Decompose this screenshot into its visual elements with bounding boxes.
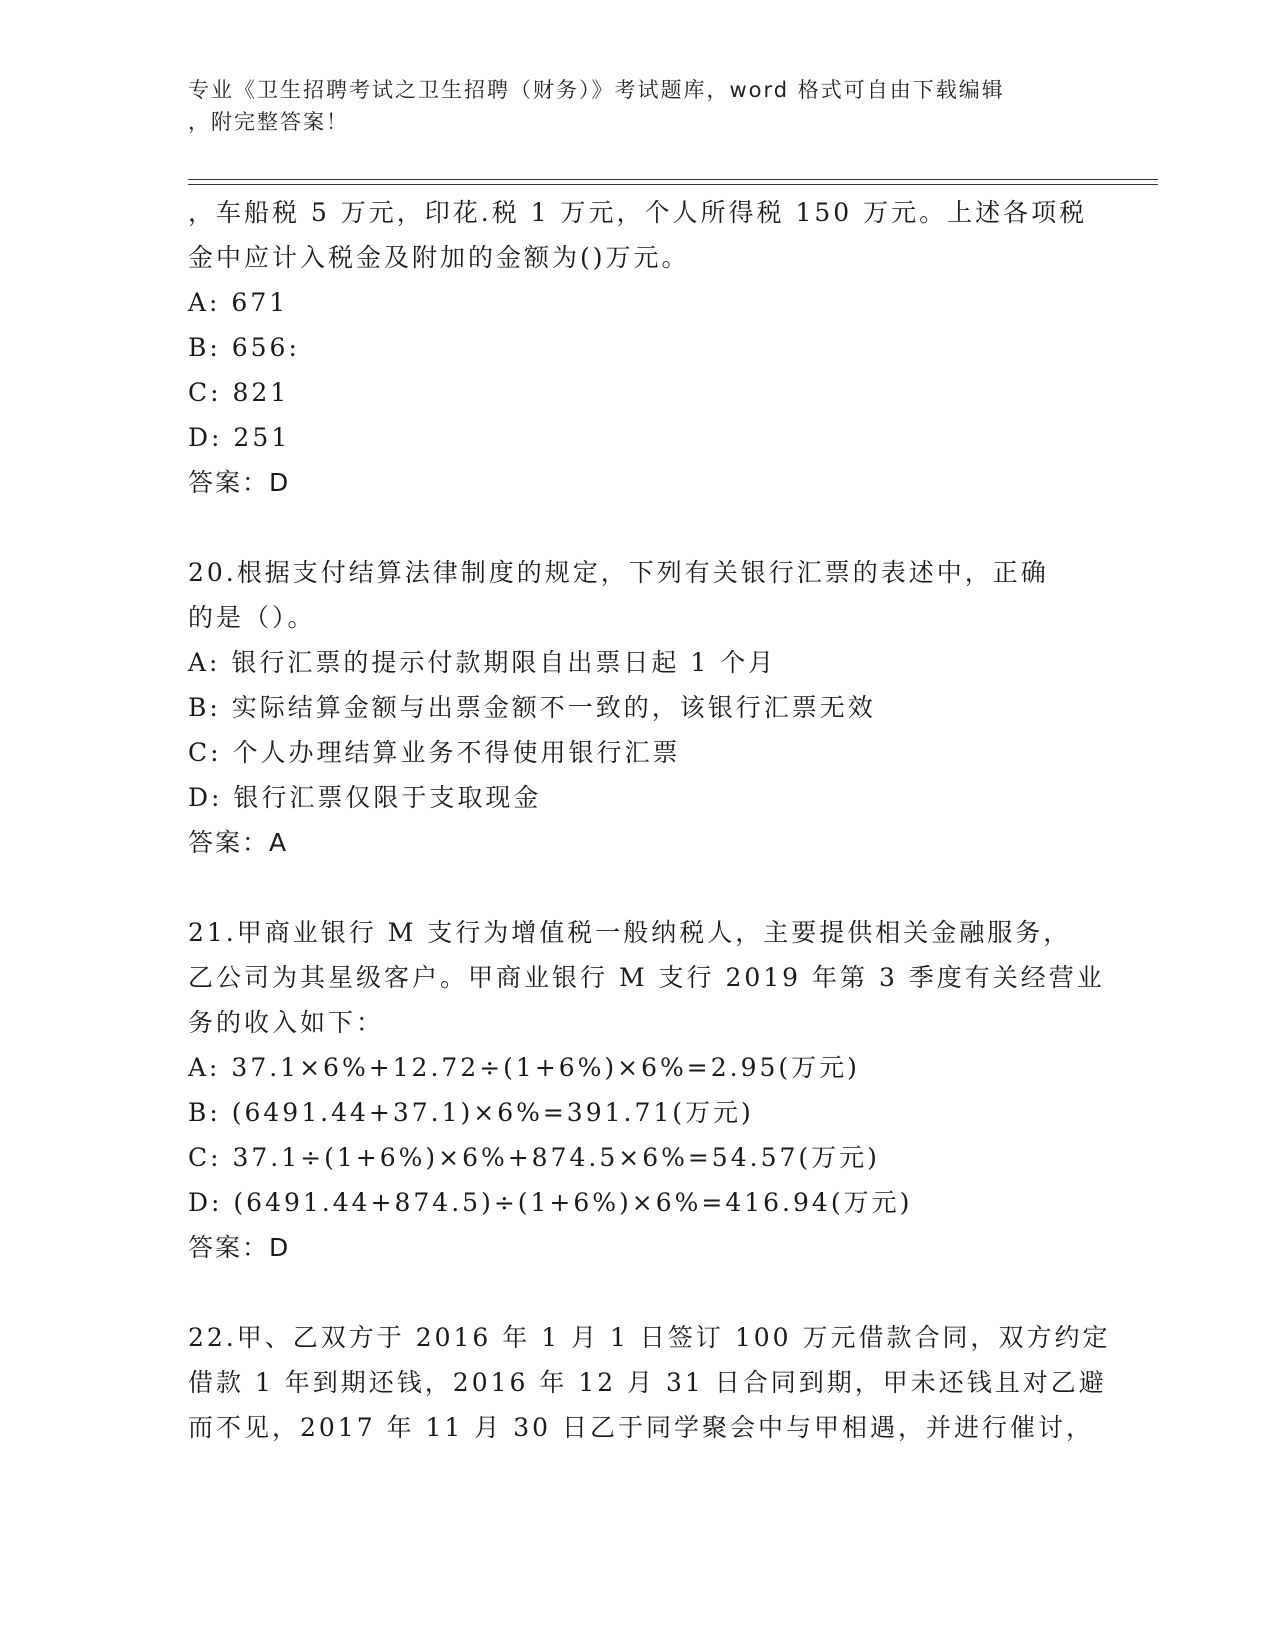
option-a: A: 671	[188, 288, 289, 317]
option-c: C: 37.1÷(1+6%)×6%+874.5×6%=54.57(万元)	[188, 1143, 880, 1172]
option-a: A: 37.1×6%+12.72÷(1+6%)×6%=2.95(万元)	[188, 1053, 860, 1082]
question-21	[188, 910, 1105, 1270]
option-c: C: 个人办理结算业务不得使用银行汇票	[188, 738, 681, 767]
question-20	[188, 550, 1088, 865]
question-text-line: 的是（）。	[188, 603, 316, 632]
option-b: B: 实际结算金额与出票金额不一致的，该银行汇票无效	[188, 693, 876, 722]
question-text-line: 21.甲商业银行 M 支行为增值税一般纳税人，主要提供相关金融服务，	[188, 918, 1072, 947]
option-b: B: (6491.44+37.1)×6%=391.71(万元)	[188, 1098, 754, 1127]
question-text-line: 22.甲、乙双方于 2016 年 1 月 1 日签订 100 万元借款合同，双方约定	[188, 1323, 1111, 1352]
header-line-2: ，附完整答案！	[188, 110, 349, 134]
option-d: D: (6491.44+874.5)÷(1+6%)×6%=416.94(万元)	[188, 1188, 913, 1217]
document-body	[188, 190, 1111, 1450]
option-a: A: 银行汇票的提示付款期限自出票日起 1 个月	[188, 648, 777, 677]
question-text-line: 务的收入如下：	[188, 1008, 385, 1037]
header-divider-top	[188, 179, 1158, 180]
option-d: D: 251	[188, 423, 291, 452]
answer: 答案：A	[188, 828, 289, 857]
spacer	[188, 865, 1088, 910]
header-line-1: 专业《卫生招聘考试之卫生招聘（财务）》考试题库，word 格式可自由下载编辑	[188, 78, 1005, 102]
spacer	[188, 1270, 1088, 1315]
question-19	[188, 190, 1088, 505]
option-d: D: 银行汇票仅限于支取现金	[188, 783, 542, 812]
header-divider-bottom	[188, 184, 1158, 185]
question-text-line: ，车船税 5 万元，印花.税 1 万元，个人所得税 150 万元。上述各项税	[188, 198, 1088, 227]
document-header	[188, 74, 1088, 138]
option-c: C: 821	[188, 378, 290, 407]
spacer	[188, 505, 1088, 550]
question-text-line: 而不见，2017 年 11 月 30 日乙于同学聚会中与甲相遇，并进行催讨，	[188, 1413, 1094, 1442]
answer: 答案：D	[188, 468, 291, 497]
question-text-line: 20.根据支付结算法律制度的规定，下列有关银行汇票的表述中，正确	[188, 558, 1049, 587]
question-22	[188, 1315, 1111, 1450]
option-b: B: 656:	[188, 333, 300, 362]
answer: 答案：D	[188, 1233, 291, 1262]
question-text-line: 乙公司为其星级客户。甲商业银行 M 支行 2019 年第 3 季度有关经营业	[188, 963, 1105, 992]
question-text-line: 借款 1 年到期还钱，2016 年 12 月 31 日合同到期，甲未还钱且对乙避	[188, 1368, 1107, 1397]
question-text-line: 金中应计入税金及附加的金额为()万元。	[188, 243, 690, 272]
